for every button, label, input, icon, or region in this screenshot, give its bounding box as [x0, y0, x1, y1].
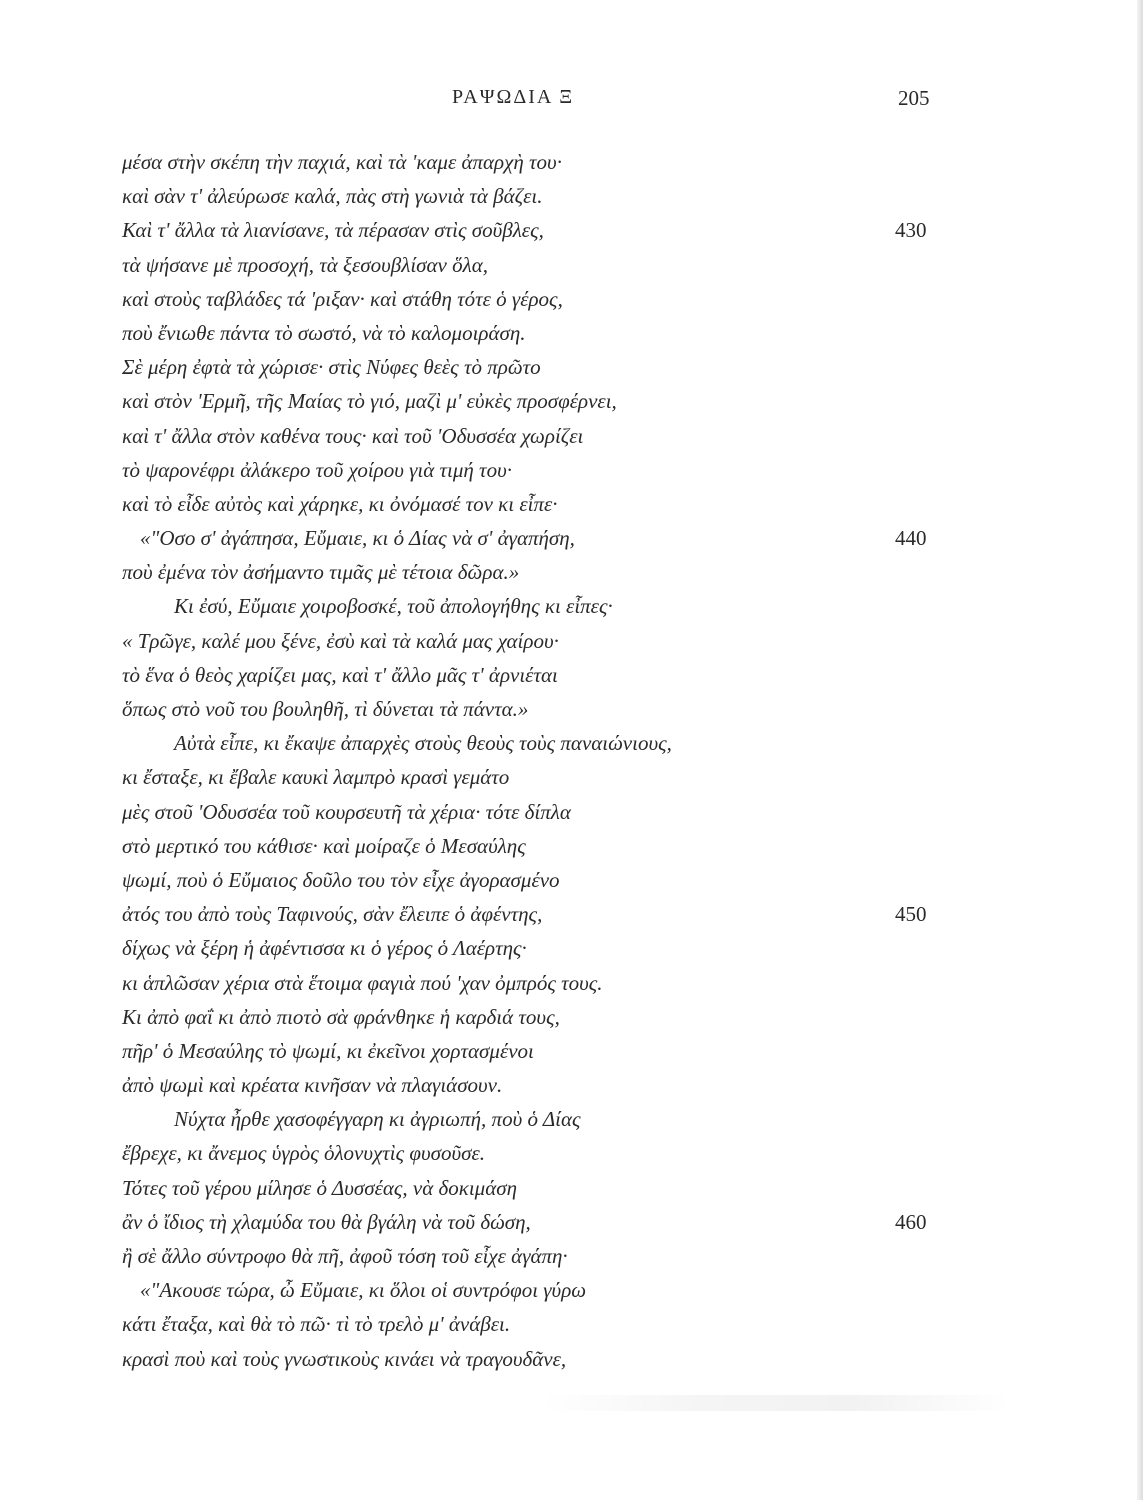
verse-text: μὲς στοῦ 'Οδυσσέα τοῦ κουρσευτῆ τὰ χέρια· τότε δίπλα	[122, 799, 571, 824]
verse-line	[0, 1068, 1143, 1102]
verse-text: κάτι ἔταξα, καὶ θὰ τὸ πῶ· τὶ τὸ τρελὸ μ' ἀνάβει.	[122, 1312, 511, 1337]
verse-text: καὶ στὸν 'Ερμῆ, τῆς Μαίας τὸ γιό, μαζὶ μ' εὐκὲς προσφέρνει,	[122, 389, 617, 414]
verse-text: τὸ ψαρονέφρι ἀλάκερο τοῦ χοίρου γιὰ τιμή του·	[122, 457, 512, 482]
verse-line	[0, 863, 1143, 897]
verse-text: μέσα στὴν σκέπη τὴν παχιά, καὶ τὰ 'καμε ἀπαρχὴ του·	[122, 150, 562, 174]
verse-text: Κι ἐσύ, Εὔμαιε χοιροβοσκέ, τοῦ ἀπολογήθης κι εἶπες·	[174, 594, 613, 619]
chapter-title: ΡΑΨΩΔΙΑ Ξ	[452, 86, 575, 108]
verse-line	[0, 179, 1143, 213]
verse-line	[0, 350, 1143, 384]
verse-text: ἀπὸ ψωμὶ καὶ κρέατα κινῆσαν νὰ πλαγιάσουν.	[122, 1073, 503, 1098]
verse-text: ἢ σὲ ἄλλο σύντροφο θὰ πῆ, ἀφοῦ τόση τοῦ εἶχε ἀγάπη·	[122, 1244, 568, 1268]
verse-line	[0, 589, 1143, 623]
verse-line	[0, 1307, 1143, 1341]
verse-text: Καὶ τ' ἄλλα τὰ λιανίσανε, τὰ πέρασαν στὶς σοῦβλες,	[122, 218, 544, 243]
verse-line	[0, 692, 1143, 726]
verse-line	[0, 829, 1143, 863]
verse-line	[0, 1136, 1143, 1170]
verse-text: ὅπως στὸ νοῦ του βουληθῆ, τὶ δύνεται τὰ πάντα.»	[122, 697, 529, 721]
verse-text: Τότες τοῦ γέρου μίλησε ὁ Δυσσέας, νὰ δοκιμάση	[122, 1175, 518, 1200]
verse-text: στὸ μερτικό του κάθισε· καὶ μοίραζε ὁ Μεσαύλης	[122, 833, 526, 858]
verse-line	[0, 1000, 1143, 1034]
verse-text: Σὲ μέρη ἐφτὰ τὰ χώρισε· στὶς Νύφες θεὲς τὸ πρῶτο	[122, 355, 541, 380]
verse-text: καὶ σὰν τ' ἀλεύρωσε καλά, πὰς στὴ γωνιὰ τὰ βάζει.	[122, 184, 543, 209]
verse-text: Κι ἀπὸ φαΐ κι ἀπὸ πιοτὸ σὰ φράνθηκε ἡ καρδιά τους,	[122, 1004, 560, 1029]
verse-text: ποὺ ἔνιωθε πάντα τὸ σωστό, νὰ τὸ καλομοιράση.	[122, 320, 526, 345]
verse-text: καὶ στοὺς ταβλάδες τά 'ριξαν· καὶ στάθη τότε ὁ γέρος,	[122, 286, 563, 311]
show-through-shadow	[540, 1395, 1010, 1411]
verse-line	[0, 931, 1143, 965]
verse-line	[0, 1102, 1143, 1136]
verse-text: καὶ τὸ εἶδε αὐτὸς καὶ χάρηκε, κι ὀνόμασέ τον κι εἶπε·	[122, 491, 558, 516]
verse-line	[0, 487, 1143, 521]
verse-line	[0, 726, 1143, 760]
verse-line	[0, 1239, 1143, 1273]
verse-line	[0, 145, 1143, 179]
line-number: 430	[895, 218, 927, 243]
verse-text: Αὐτὰ εἶπε, κι ἔκαψε ἀπαρχὲς στοὺς θεοὺς τοὺς παναιώνιους,	[174, 731, 672, 756]
verse-text: ψωμί, ποὺ ὁ Εὔμαιος δοῦλο του τὸν εἶχε ἀγορασμένο	[122, 867, 560, 892]
verse-text: καὶ τ' ἄλλα στὸν καθένα τους· καὶ τοῦ 'Οδυσσέα χωρίζει	[122, 423, 584, 448]
verse-line	[0, 213, 1143, 247]
verse-line	[0, 1273, 1143, 1307]
verse-line	[0, 316, 1143, 350]
verse-line	[0, 555, 1143, 589]
verse-text: πῆρ' ὁ Μεσαύλης τὸ ψωμί, κι ἐκεῖνοι χορτασμένοι	[122, 1038, 534, 1063]
verse-line	[0, 1171, 1143, 1205]
page-number: 205	[898, 86, 930, 110]
line-number: 460	[895, 1209, 927, 1234]
verse-text: Νύχτα ἦρθε χασοφέγγαρη κι ἀγριωπή, ποὺ ὁ Δίας	[174, 1107, 581, 1132]
verse-text: ἔβρεχε, κι ἄνεμος ὑγρὸς ὁλονυχτὶς φυσοῦσε.	[122, 1141, 486, 1166]
verse-text: κι ἁπλῶσαν χέρια στὰ ἕτοιμα φαγιὰ πού 'χαν ὀμπρός τους.	[122, 970, 603, 995]
verse-block	[0, 145, 1143, 1376]
verse-line	[0, 795, 1143, 829]
verse-line	[0, 966, 1143, 1000]
running-head	[0, 86, 1143, 116]
verse-line	[0, 419, 1143, 453]
verse-line	[0, 521, 1143, 555]
verse-text: « Τρῶγε, καλέ μου ξένε, ἐσὺ καὶ τὰ καλά μας χαίρου·	[122, 628, 559, 653]
verse-text: «"Οσο σ' ἀγάπησα, Εὔμαιε, κι ὁ Δίας νὰ σ' ἀγαπήση,	[140, 526, 575, 551]
verse-text: δίχως νὰ ξέρη ἡ ἀφέντισσα κι ὁ γέρος ὁ Λαέρτης·	[122, 936, 527, 961]
verse-text: κι ἔσταξε, κι ἔβαλε καυκὶ λαμπρὸ κρασὶ γεμάτο	[122, 765, 510, 790]
verse-line	[0, 897, 1143, 931]
verse-text: ἀτός του ἀπὸ τοὺς Ταφινούς, σὰν ἔλειπε ὁ ἀφέντης,	[122, 902, 543, 927]
verse-line	[0, 658, 1143, 692]
verse-text: ποὺ ἐμένα τὸν ἀσήμαντο τιμᾶς μὲ τέτοια δῶρα.»	[122, 560, 520, 585]
verse-text: τὸ ἕνα ὁ θεὸς χαρίζει μας, καὶ τ' ἄλλο μᾶς τ' ἀρνιέται	[122, 662, 558, 687]
verse-line	[0, 1034, 1143, 1068]
verse-text: κρασὶ ποὺ καὶ τοὺς γνωστικοὺς κινάει νὰ τραγουδᾶνε,	[122, 1346, 567, 1371]
line-number: 440	[895, 526, 927, 551]
verse-line	[0, 760, 1143, 794]
verse-line	[0, 1205, 1143, 1239]
verse-line	[0, 384, 1143, 418]
verse-text: τὰ ψήσανε μὲ προσοχή, τὰ ξεσουβλίσαν ὅλα,	[122, 252, 488, 277]
verse-text: «"Ακουσε τώρα, ὦ Εὔμαιε, κι ὅλοι οἱ συντρόφοι γύρω	[140, 1278, 587, 1303]
verse-line	[0, 282, 1143, 316]
verse-line	[0, 453, 1143, 487]
verse-line	[0, 624, 1143, 658]
verse-line	[0, 1342, 1143, 1376]
verse-line	[0, 248, 1143, 282]
line-number: 450	[895, 902, 927, 927]
verse-text: ἂν ὁ ἴδιος τὴ χλαμύδα του θὰ βγάλη νὰ τοῦ δώση,	[122, 1209, 531, 1234]
